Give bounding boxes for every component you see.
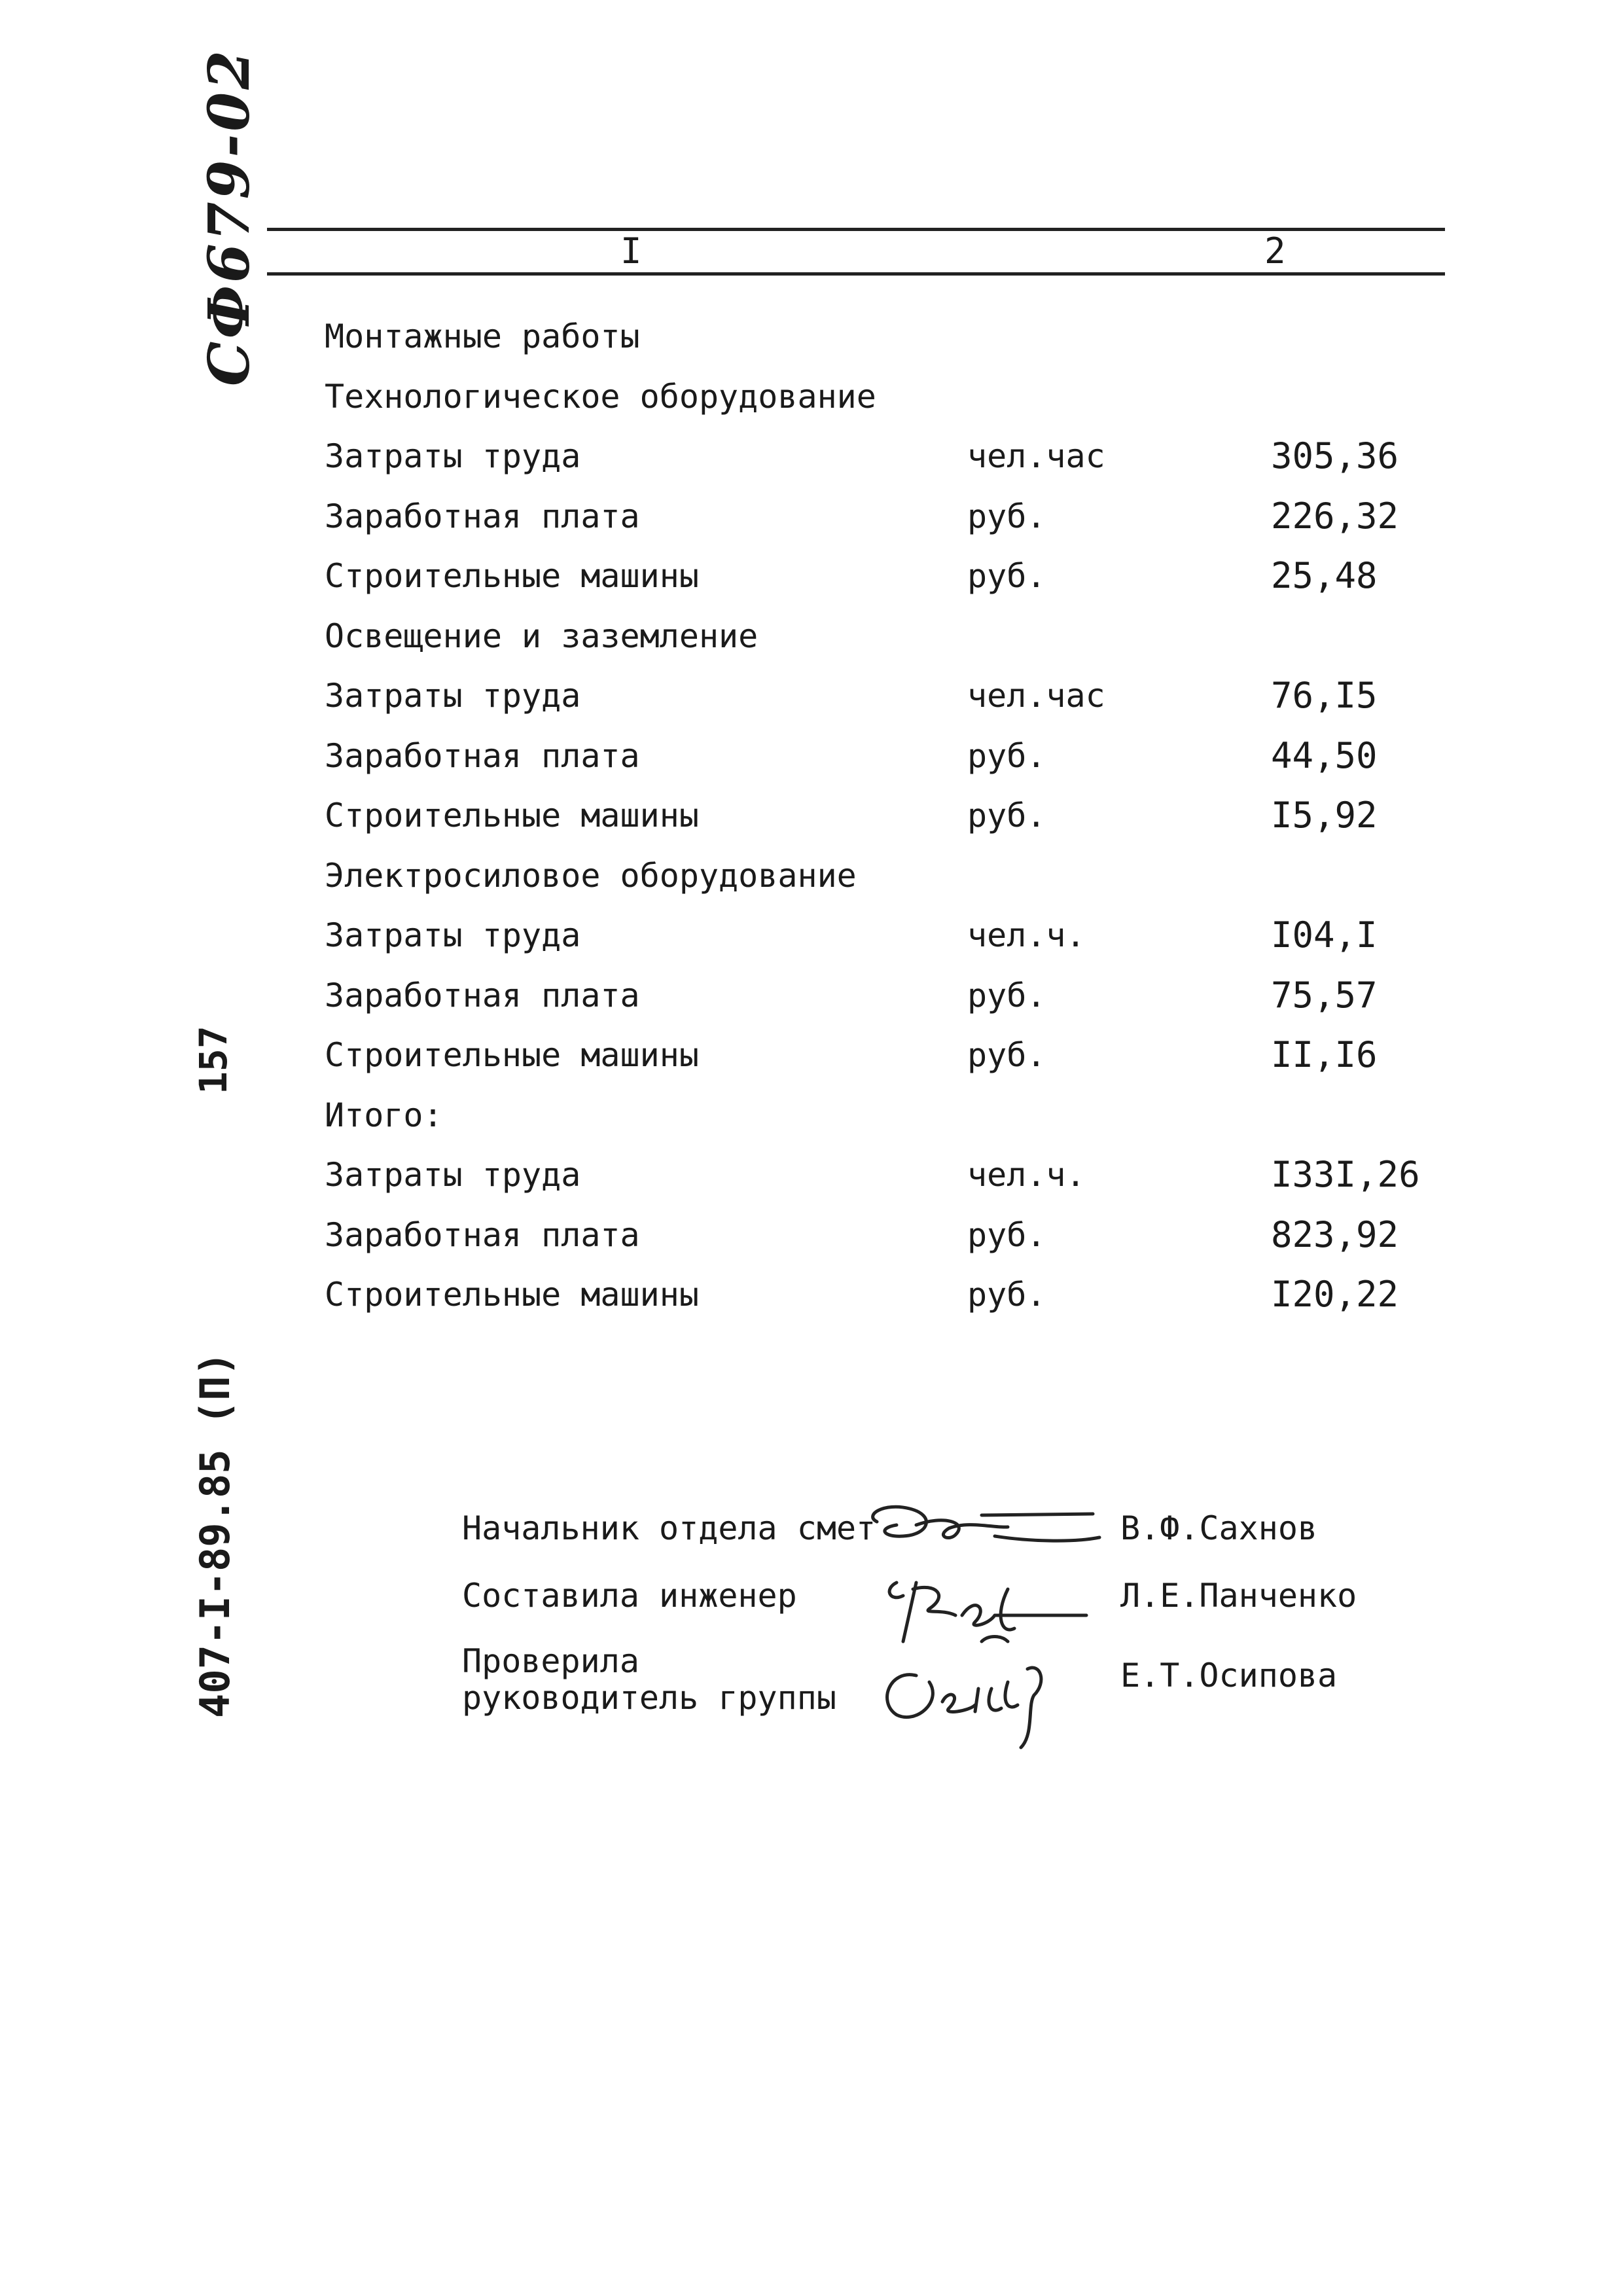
- row-label: Строительные машины: [325, 1276, 699, 1314]
- row-unit: чел.час: [967, 437, 1105, 475]
- row-unit: руб.: [967, 1036, 1046, 1074]
- row-value: 25,48: [1271, 555, 1378, 596]
- row-value: 305,36: [1271, 435, 1399, 476]
- column-header-2: 2: [1264, 230, 1286, 272]
- row-label: Заработная плата: [325, 1215, 640, 1254]
- table-row: [0, 912, 1623, 972]
- row-label: Затраты труда: [325, 437, 581, 475]
- row-unit: руб.: [967, 497, 1046, 535]
- signatory-role: Составила инженер: [462, 1577, 797, 1615]
- table-row: [0, 373, 1623, 433]
- table-row: [0, 972, 1623, 1032]
- row-unit: чел.ч.: [967, 1156, 1086, 1194]
- table-row: [0, 852, 1623, 912]
- row-unit: руб.: [967, 976, 1046, 1014]
- row-label: Технологическое оборудование: [325, 377, 876, 416]
- row-unit: руб.: [967, 557, 1046, 595]
- table-row: [0, 732, 1623, 793]
- row-label: Затраты труда: [325, 677, 581, 715]
- row-value: I20,22: [1271, 1274, 1399, 1315]
- row-label: Электросиловое оборудование: [325, 856, 857, 895]
- row-value: 226,32: [1271, 495, 1399, 537]
- row-value: 76,I5: [1271, 675, 1378, 716]
- row-label: Освещение и заземление: [325, 617, 758, 655]
- row-value: 823,92: [1271, 1213, 1399, 1255]
- row-label: Заработная плата: [325, 497, 640, 535]
- column-header-1: I: [620, 230, 642, 272]
- signatory-name: В.Ф.Сахнов: [1120, 1509, 1318, 1547]
- signatory-role: Проверила: [462, 1642, 639, 1680]
- row-value: II,I6: [1271, 1034, 1378, 1075]
- signatory-role: Начальник отдела смет: [462, 1509, 876, 1547]
- table-row: [0, 313, 1623, 373]
- handwritten-archive-code: СФ679-02: [196, 48, 262, 386]
- row-label: Строительные машины: [325, 557, 699, 595]
- row-value: 75,57: [1271, 974, 1378, 1016]
- row-unit: руб.: [967, 1215, 1046, 1254]
- row-label: Строительные машины: [325, 1036, 699, 1074]
- table-row: [0, 493, 1623, 553]
- row-unit: чел.ч.: [967, 916, 1086, 954]
- table-row: [0, 1271, 1623, 1331]
- table-header-rule: [267, 272, 1445, 276]
- handwritten-signature-icon: [857, 1496, 1106, 1568]
- row-unit: чел.час: [967, 677, 1105, 715]
- table-row: [0, 792, 1623, 852]
- table-row: [0, 433, 1623, 493]
- row-label: Затраты труда: [325, 1156, 581, 1194]
- signatory-name: Л.Е.Панченко: [1120, 1577, 1357, 1615]
- row-label: Затраты труда: [325, 916, 581, 954]
- row-unit: руб.: [967, 1276, 1046, 1314]
- table-row: [0, 672, 1623, 732]
- row-unit: руб.: [967, 736, 1046, 775]
- handwritten-signature-icon: [870, 1643, 1067, 1754]
- row-value: 44,50: [1271, 734, 1378, 776]
- table-row: [0, 1211, 1623, 1272]
- signatory-name: Е.Т.Осипова: [1120, 1657, 1338, 1695]
- page-number: 157: [191, 1026, 236, 1094]
- cost-table: [0, 313, 1623, 1331]
- row-label: Заработная плата: [325, 736, 640, 775]
- table-row: [0, 1151, 1623, 1211]
- signatory-role-line2: руководитель группы: [462, 1679, 836, 1717]
- row-unit: руб.: [967, 797, 1046, 834]
- row-label: Заработная плата: [325, 976, 640, 1014]
- row-label: Монтажные работы: [325, 317, 640, 355]
- row-value: I5,92: [1271, 795, 1378, 836]
- table-row: [0, 1092, 1623, 1152]
- row-label: Строительные машины: [325, 797, 699, 834]
- table-row: [0, 552, 1623, 613]
- row-value: I04,I: [1271, 914, 1378, 956]
- table-row: [0, 1031, 1623, 1092]
- row-label: Итого:: [325, 1096, 443, 1134]
- table-row: [0, 613, 1623, 673]
- document-code: 407-I-89.85 (П): [191, 1352, 239, 1718]
- row-value: I33I,26: [1271, 1154, 1420, 1195]
